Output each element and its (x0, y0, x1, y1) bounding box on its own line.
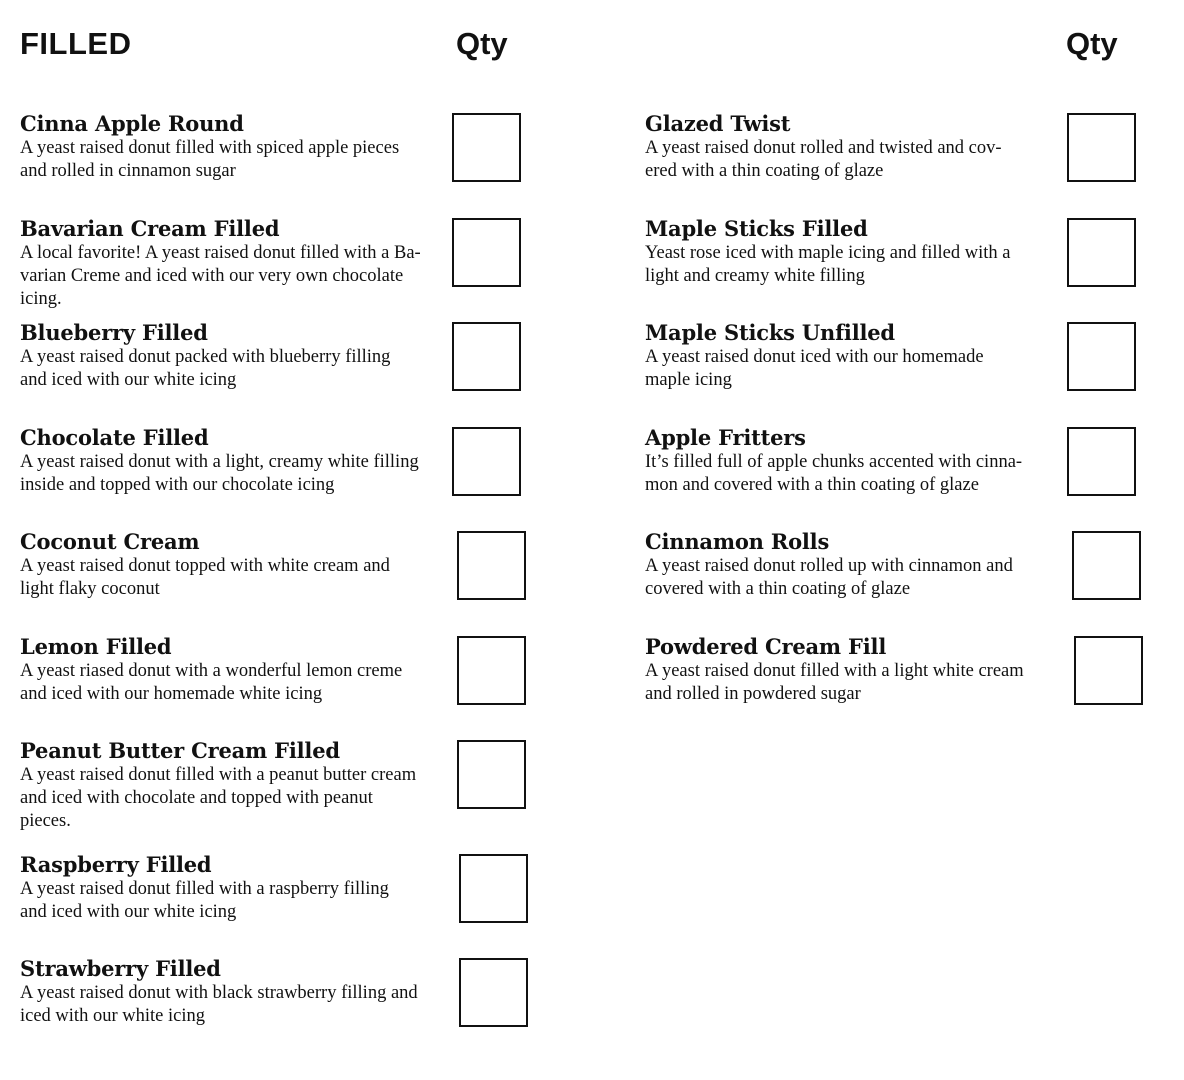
item-description: A yeast riased donut with a wonderful lemon creme and iced with our homemade white icing (20, 661, 403, 704)
item-description: A yeast raised donut filled with a peanut butter cream and iced with chocolate and topped with peanut pieces. (20, 765, 417, 831)
qty-column-header-left: Qty (456, 26, 508, 61)
menu-item-strawberry-filled (20, 956, 418, 1028)
item-description: A yeast raised donut rolled and twisted and cov- ered with a thin coating of glaze (645, 138, 1002, 181)
item-description: A yeast raised donut topped with white cream and light flaky coconut (20, 556, 390, 599)
menu-item-chocolate-filled (20, 425, 419, 497)
item-description: A yeast raised donut packed with blueberry filling and iced with our white icing (20, 347, 391, 390)
qty-input-cinnamon-rolls[interactable] (1072, 531, 1141, 600)
qty-input-maple-sticks-unfilled[interactable] (1067, 322, 1136, 391)
item-description: A yeast raised donut rolled up with cinnamon and covered with a thin coating of glaze (645, 556, 1013, 599)
qty-input-blueberry-filled[interactable] (452, 322, 521, 391)
item-name: Apple Fritters (645, 425, 806, 450)
item-name: Glazed Twist (645, 111, 791, 136)
item-name: Maple Sticks Unfilled (645, 320, 895, 345)
section-title: FILLED (20, 26, 132, 61)
qty-input-chocolate-filled[interactable] (452, 427, 521, 496)
qty-input-coconut-cream[interactable] (457, 531, 526, 600)
item-description: A yeast raised donut with black strawberry filling and iced with our white icing (20, 983, 418, 1026)
menu-item-bavarian-cream-filled (20, 216, 421, 311)
qty-input-maple-sticks-filled[interactable] (1067, 218, 1136, 287)
menu-item-maple-sticks-unfilled (645, 320, 984, 392)
menu-item-peanut-butter-cream-filled (20, 738, 416, 833)
item-description: A yeast raised donut filled with a raspberry filling and iced with our white icing (20, 879, 389, 922)
qty-input-peanut-butter-cream-filled[interactable] (457, 740, 526, 809)
qty-input-glazed-twist[interactable] (1067, 113, 1136, 182)
menu-item-glazed-twist (645, 111, 1002, 183)
item-name: Lemon Filled (20, 634, 172, 659)
qty-input-cinna-apple-round[interactable] (452, 113, 521, 182)
item-name: Cinna Apple Round (20, 111, 244, 136)
item-name: Strawberry Filled (20, 956, 221, 981)
menu-item-cinnamon-rolls (645, 529, 1013, 601)
item-description: A yeast raised donut filled with spiced apple pieces and rolled in cinnamon sugar (20, 138, 400, 181)
qty-input-raspberry-filled[interactable] (459, 854, 528, 923)
menu-item-maple-sticks-filled (645, 216, 1010, 288)
qty-input-powdered-cream-fill[interactable] (1074, 636, 1143, 705)
menu-item-blueberry-filled (20, 320, 390, 392)
item-description: A yeast raised donut filled with a light white cream and rolled in powdered sugar (645, 661, 1024, 704)
menu-item-lemon-filled (20, 634, 402, 706)
item-description: A local favorite! A yeast raised donut filled with a Ba- varian Creme and iced with our very own chocolate icing. (20, 243, 421, 309)
item-name: Maple Sticks Filled (645, 216, 868, 241)
item-description: Yeast rose iced with maple icing and filled with a light and creamy white filling (645, 243, 1011, 286)
item-name: Blueberry Filled (20, 320, 208, 345)
item-name: Raspberry Filled (20, 852, 212, 877)
qty-column-header-right: Qty (1066, 26, 1118, 61)
menu-item-coconut-cream (20, 529, 390, 601)
menu-item-apple-fritters (645, 425, 1022, 497)
qty-input-lemon-filled[interactable] (457, 636, 526, 705)
item-name: Bavarian Cream Filled (20, 216, 280, 241)
item-name: Powdered Cream Fill (645, 634, 887, 659)
menu-item-powdered-cream-fill (645, 634, 1024, 706)
item-name: Cinnamon Rolls (645, 529, 830, 554)
menu-item-raspberry-filled (20, 852, 389, 924)
item-description: A yeast raised donut with a light, creamy white filling inside and topped with our chocolate icing (20, 452, 419, 495)
menu-item-cinna-apple-round (20, 111, 399, 183)
qty-input-strawberry-filled[interactable] (459, 958, 528, 1027)
item-description: It’s filled full of apple chunks accented with cinna- mon and covered with a thin coating of glaze (645, 452, 1023, 495)
item-description: A yeast raised donut iced with our homemade maple icing (645, 347, 984, 390)
item-name: Peanut Butter Cream Filled (20, 738, 340, 763)
qty-input-apple-fritters[interactable] (1067, 427, 1136, 496)
qty-input-bavarian-cream-filled[interactable] (452, 218, 521, 287)
item-name: Chocolate Filled (20, 425, 209, 450)
item-name: Coconut Cream (20, 529, 200, 554)
